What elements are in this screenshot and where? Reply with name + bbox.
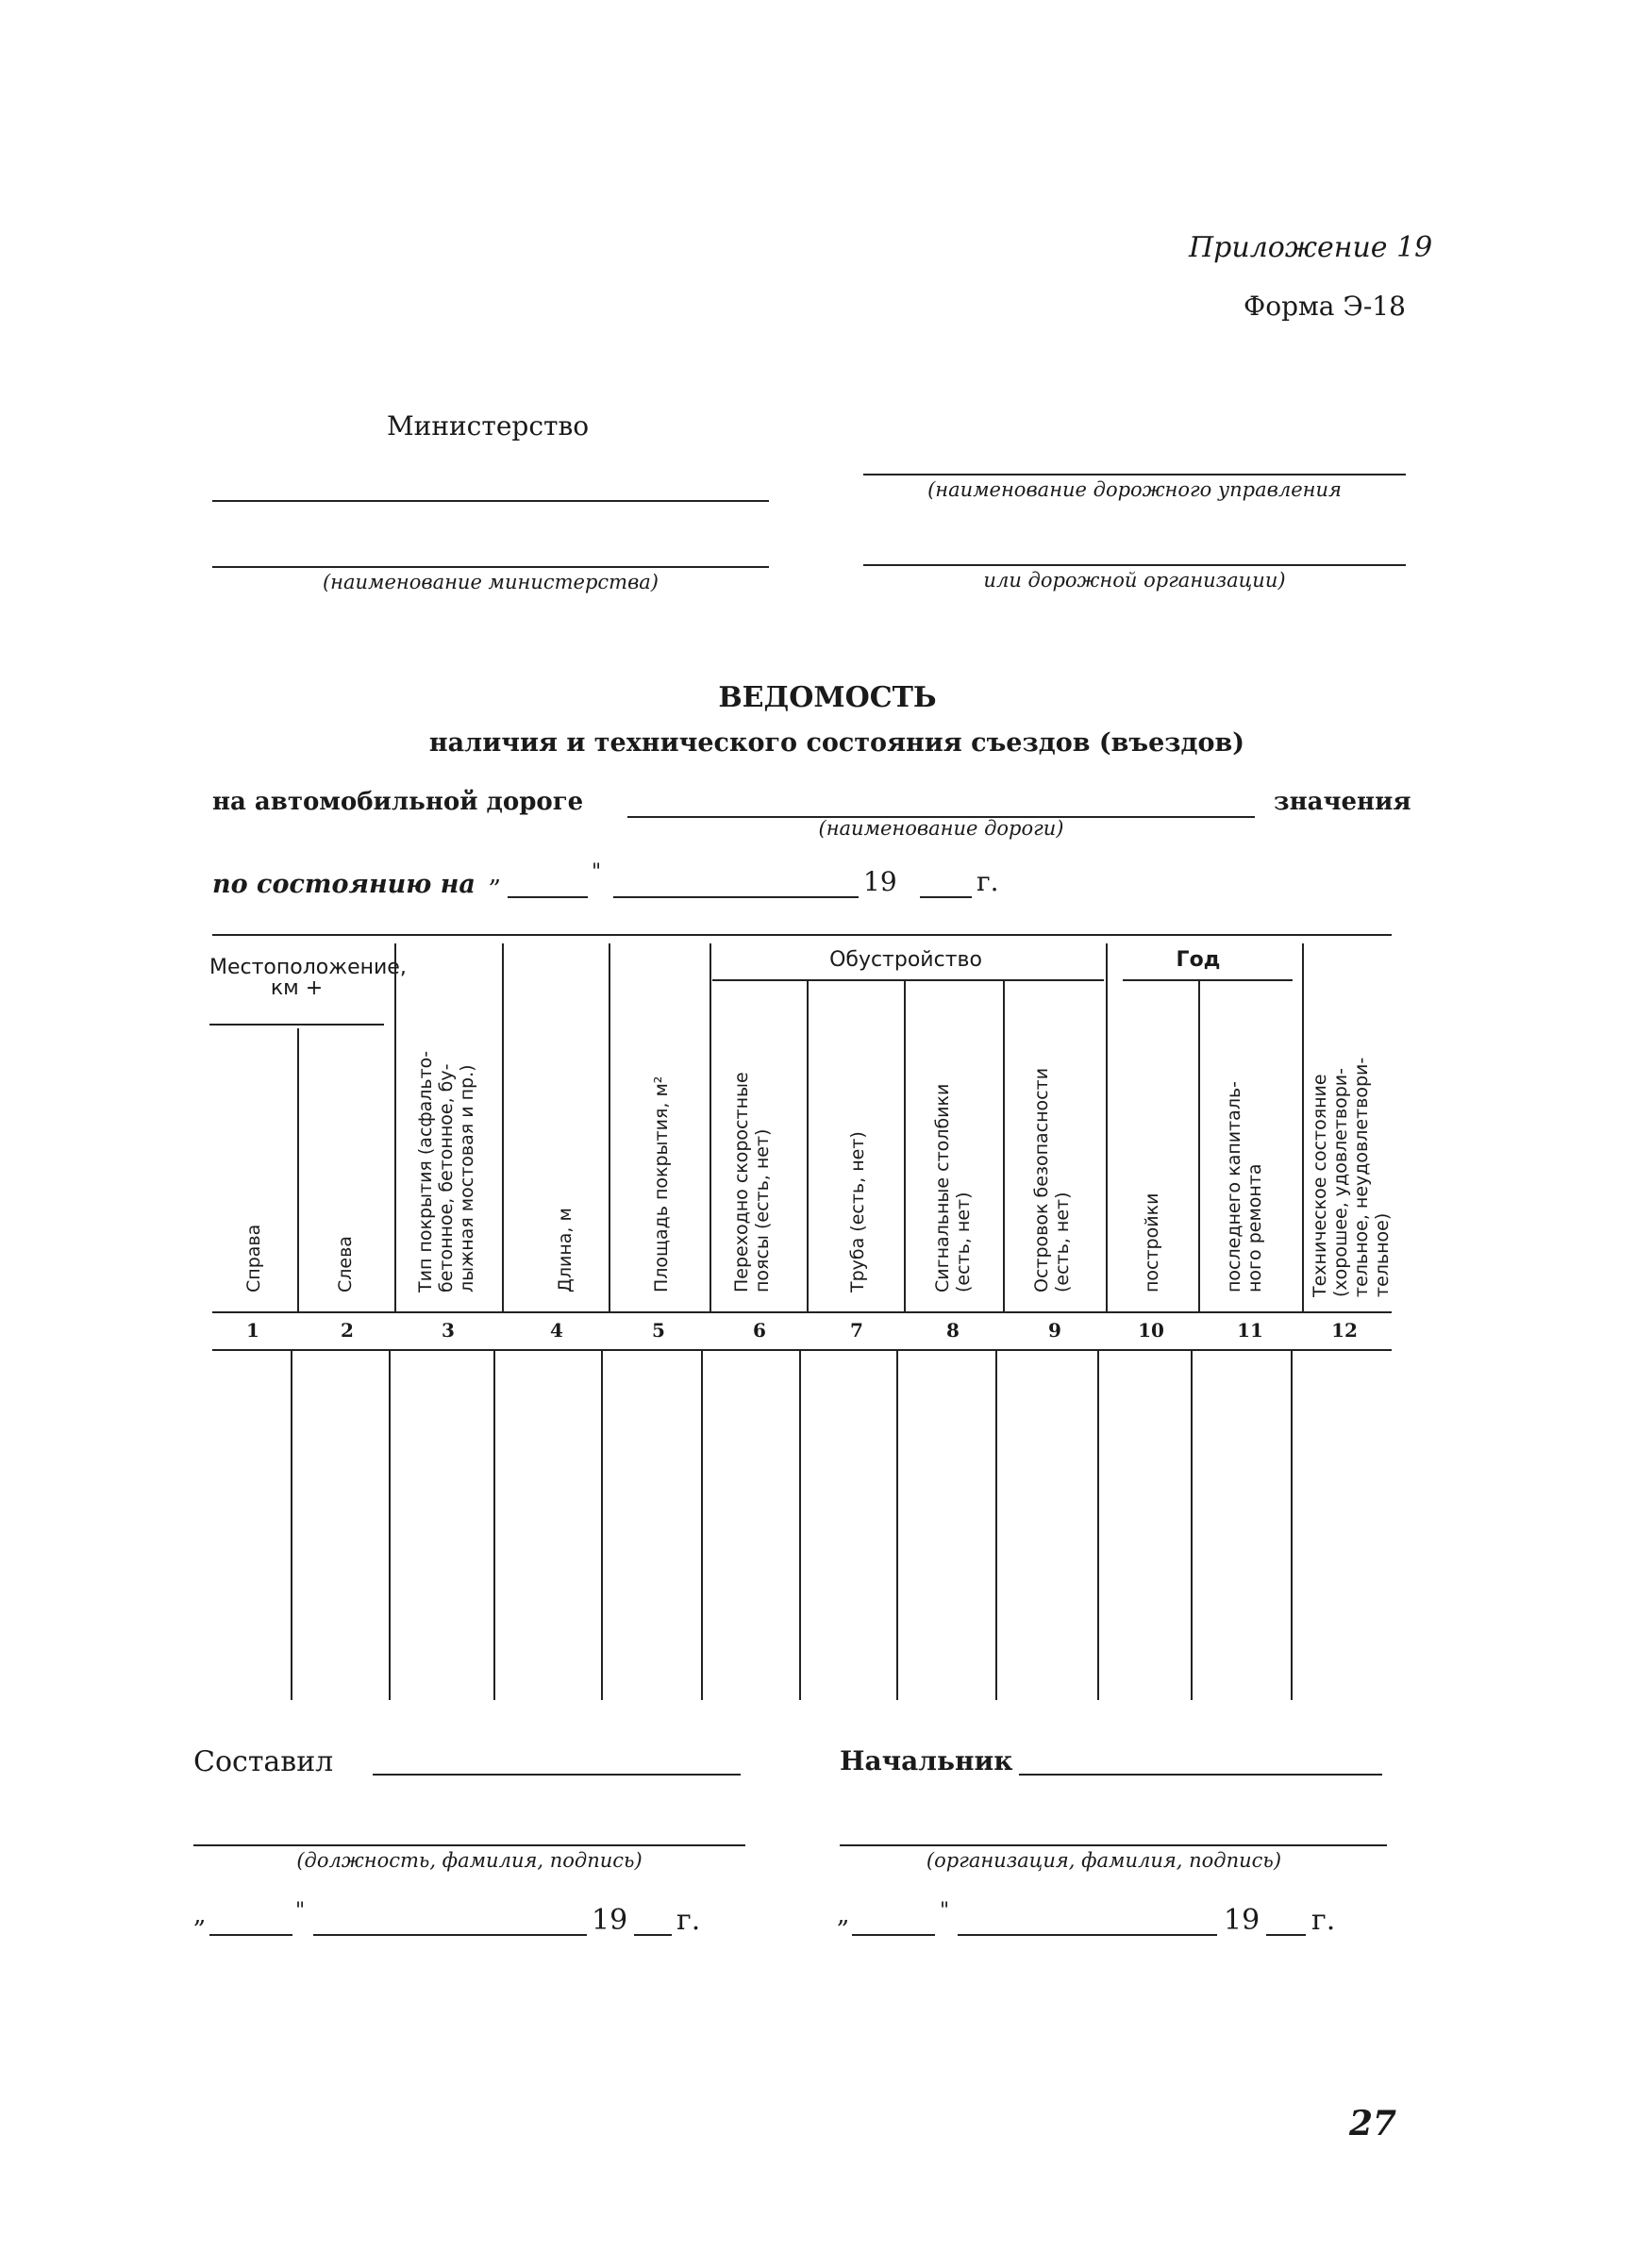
body-divider-7 — [896, 1351, 898, 1700]
group-equipment-underline — [712, 979, 1104, 981]
compiled-date-year-line — [634, 1934, 672, 1936]
compiled-date-quote-open: „ — [193, 1901, 207, 1929]
col-number-9: 9 — [1048, 1319, 1061, 1342]
date-year-suffix: г. — [977, 866, 999, 897]
compiled-caption: (должность, фамилия, подпись) — [296, 1849, 643, 1872]
col-divider-2 — [394, 943, 396, 1311]
ministry-caption: (наименование министерства) — [322, 571, 659, 593]
chief-date-year: 19 — [1224, 1904, 1260, 1937]
col-number-1: 1 — [246, 1319, 259, 1342]
body-divider-11 — [1291, 1351, 1293, 1700]
road-suffix: значения — [1274, 788, 1411, 816]
col-divider-5 — [709, 943, 711, 1311]
col-header-5: Площадь покрытия, м² — [651, 1076, 672, 1292]
chief-date-quote-open: „ — [837, 1901, 850, 1929]
compiled-date-year: 19 — [592, 1904, 628, 1937]
compiled-date-month-line — [313, 1934, 587, 1936]
compiled-line-2 — [193, 1844, 745, 1846]
col-number-12: 12 — [1331, 1319, 1358, 1342]
col-divider-3 — [502, 943, 504, 1311]
col-header-7: Труба (есть, нет) — [847, 1131, 868, 1292]
body-divider-6 — [799, 1351, 801, 1700]
col-divider-8 — [1003, 981, 1005, 1311]
body-divider-9 — [1097, 1351, 1099, 1700]
body-divider-2 — [389, 1351, 391, 1700]
col-number-5: 5 — [652, 1319, 665, 1342]
col-divider-9 — [1106, 943, 1108, 1311]
col-header-1: Справа — [243, 1224, 264, 1292]
date-quote-close: " — [592, 860, 602, 884]
table-top-border — [212, 934, 1392, 936]
col-number-11: 11 — [1237, 1319, 1263, 1342]
body-divider-4 — [601, 1351, 603, 1700]
date-quote-open: „ — [489, 860, 502, 889]
body-divider-1 — [291, 1351, 292, 1700]
document-subtitle: наличия и технического состояния съездов (въездов) — [428, 728, 1245, 758]
col-number-4: 4 — [550, 1319, 563, 1342]
col-header-11: последнего капиталь- ного ремонта — [1224, 1080, 1265, 1292]
chief-line-1 — [1019, 1774, 1382, 1776]
body-divider-3 — [493, 1351, 495, 1700]
chief-date-quote-close: " — [940, 1899, 950, 1923]
chief-date-year-line — [1266, 1934, 1306, 1936]
date-prefix: по состоянию на — [212, 870, 476, 899]
compiled-line-1 — [373, 1774, 741, 1776]
col-number-7: 7 — [850, 1319, 863, 1342]
group-equipment: Обустройство — [829, 948, 982, 972]
road-caption: (наименование дороги) — [818, 817, 1064, 840]
chief-caption: (организация, фамилия, подпись) — [926, 1849, 1282, 1872]
col-divider-6 — [807, 981, 809, 1311]
chief-date-day-line — [852, 1934, 935, 1936]
col-header-6: Переходно скоростные поясы (есть, нет) — [731, 1072, 773, 1292]
col-header-4: Длина, м — [555, 1208, 576, 1292]
chief-label: Начальник — [840, 1745, 1013, 1776]
group-location: Местоположение, км + — [209, 956, 407, 1000]
compiled-date-day-line — [209, 1934, 292, 1936]
col-number-8: 8 — [946, 1319, 960, 1342]
chief-date-month-line — [958, 1934, 1217, 1936]
date-year: 19 — [863, 866, 897, 897]
chief-line-2 — [840, 1844, 1387, 1846]
form-label: Форма Э-18 — [1244, 291, 1406, 322]
compiled-label: Составил — [193, 1745, 334, 1778]
compiled-date-quote-close: " — [295, 1899, 306, 1923]
col-header-3: Тип покрытия (асфальто- бетонное, бетонное, бу- лыжная мостовая и пр.) — [415, 1050, 477, 1292]
body-divider-5 — [701, 1351, 703, 1700]
appendix-label: Приложение 19 — [1189, 231, 1433, 264]
road-prefix: на автомобильной дороге — [212, 788, 584, 816]
group-year: Год — [1176, 948, 1221, 972]
page-number: 27 — [1349, 2104, 1397, 2143]
body-divider-8 — [995, 1351, 997, 1700]
col-divider-10 — [1198, 981, 1200, 1311]
col-number-2: 2 — [341, 1319, 354, 1342]
col-header-12: Техническое состояние (хорошее, удовлетвори- тельное, неудовлетвори- тельное) — [1310, 1057, 1393, 1297]
numbers-row-top — [212, 1311, 1392, 1313]
org-caption-1: (наименование дорожного управления — [927, 478, 1342, 501]
col-number-10: 10 — [1138, 1319, 1164, 1342]
document-title: ВЕДОМОСТЬ — [718, 681, 937, 714]
col-divider-4 — [609, 943, 610, 1311]
col-header-10: постройки — [1142, 1192, 1162, 1292]
col-header-2: Слева — [335, 1236, 356, 1292]
col-divider-1 — [297, 1028, 299, 1311]
col-number-6: 6 — [753, 1319, 766, 1342]
ministry-label: Министерство — [387, 410, 590, 442]
group-location-underline — [209, 1024, 384, 1026]
compiled-date-year-suffix: г. — [676, 1904, 701, 1937]
org-caption-2: или дорожной организации) — [983, 569, 1286, 592]
col-header-9: Островок безопасности (есть, нет) — [1031, 1067, 1073, 1292]
chief-date-year-suffix: г. — [1311, 1904, 1336, 1937]
group-year-underline — [1123, 979, 1293, 981]
col-divider-11 — [1302, 943, 1304, 1311]
col-number-3: 3 — [442, 1319, 455, 1342]
body-divider-10 — [1191, 1351, 1193, 1700]
col-header-8: Сигнальные столбики (есть, нет) — [932, 1083, 974, 1292]
col-divider-7 — [904, 981, 906, 1311]
